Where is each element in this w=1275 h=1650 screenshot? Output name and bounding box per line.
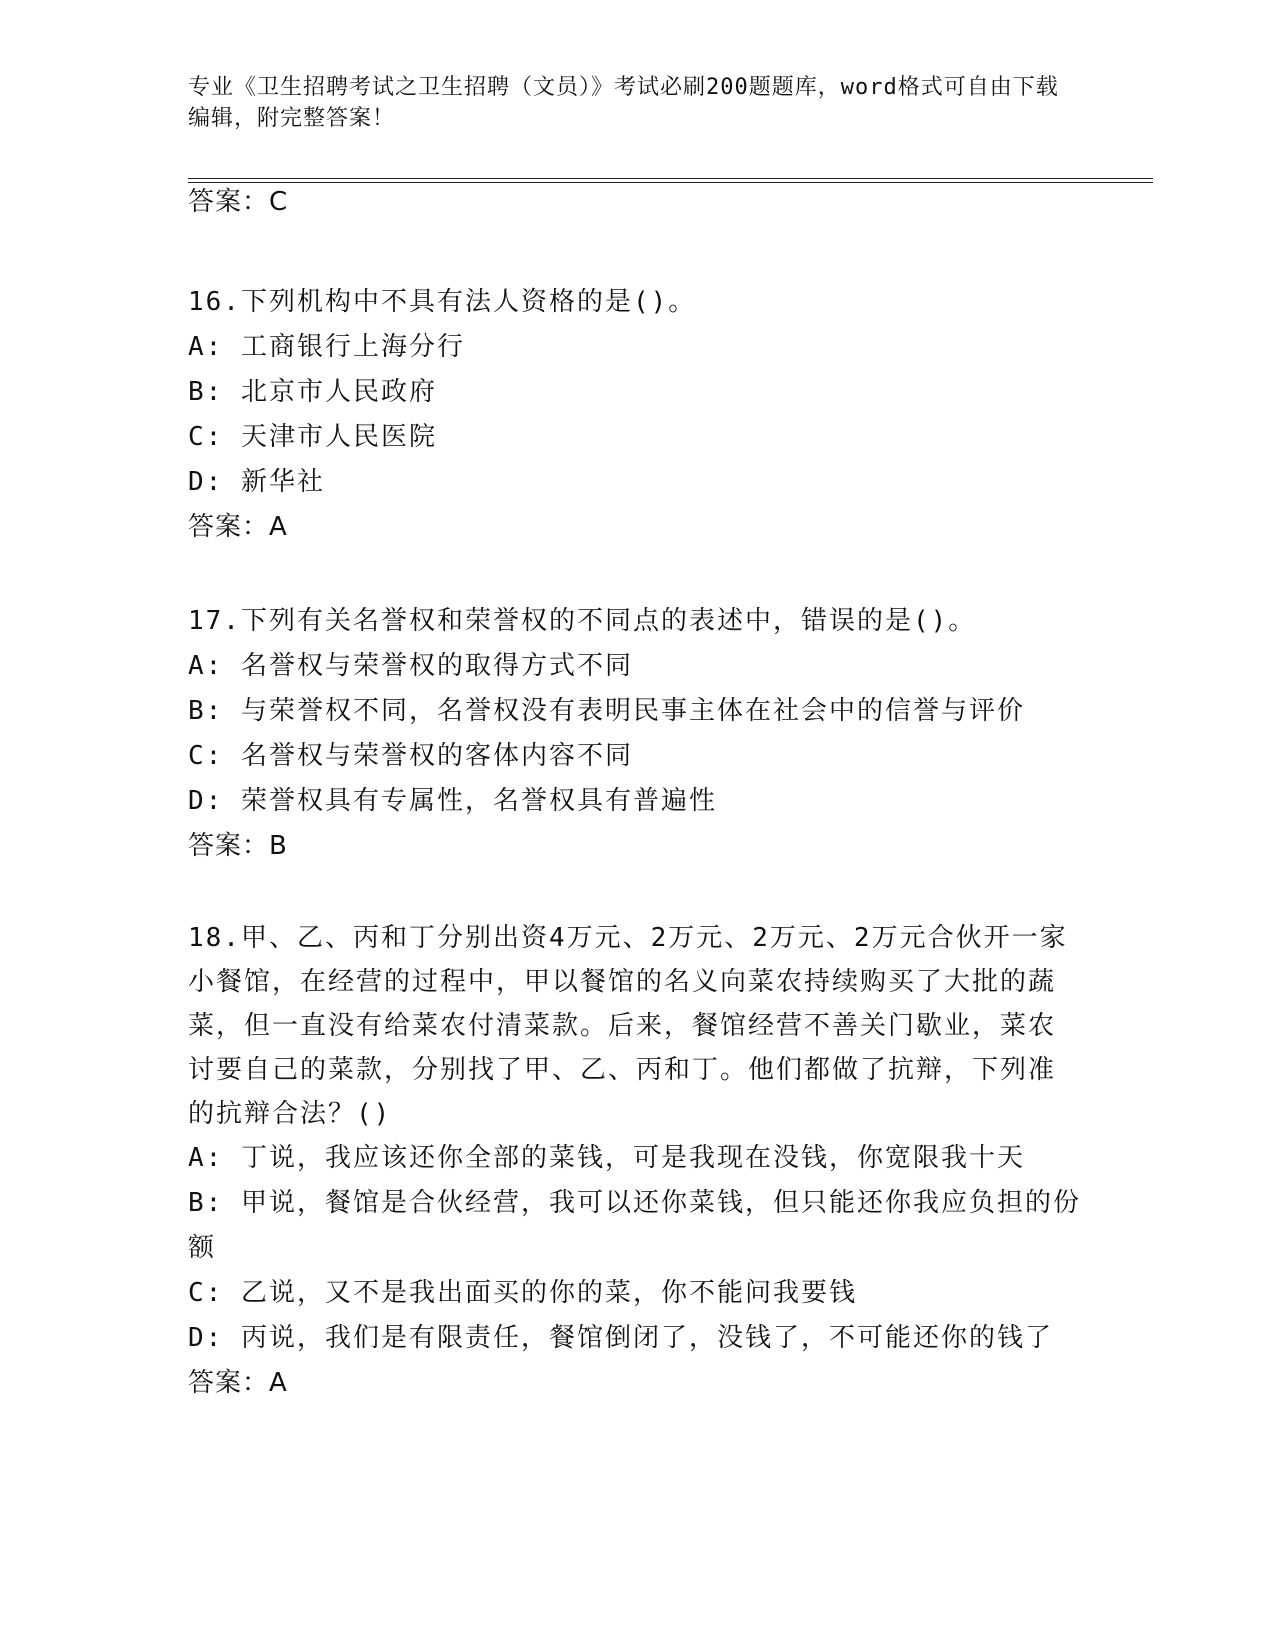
option-d: D: 丙说，我们是有限责任，餐馆倒闭了，没钱了，不可能还你的钱了 — [188, 1323, 1053, 1353]
question-answer: 答案：A — [188, 512, 288, 542]
option-d: D: 荣誉权具有专属性，名誉权具有普遍性 — [188, 786, 717, 816]
option-a: A: 工商银行上海分行 — [188, 332, 465, 362]
option-a: A: 名誉权与荣誉权的取得方式不同 — [188, 651, 633, 681]
option-a: A: 丁说，我应该还你全部的菜钱，可是我现在没钱，你宽限我十天 — [188, 1143, 1025, 1173]
question-stem: 18.甲、乙、丙和丁分别出资4万元、2万元、2万元、2万元合伙开一家小餐馆，在经营的过程中，甲以餐馆的名义向菜农持续购买了大批的蔬菜，但一直没有给菜农付清菜款。后来，餐馆经营不善关门歇业，菜农讨要自己的菜款，分别找了甲、乙、丙和丁。他们都做了抗辩，下列准的抗辩合法？() — [188, 923, 1068, 1129]
question-answer: 答案：A — [188, 1368, 288, 1398]
option-d: D: 新华社 — [188, 467, 325, 497]
header-rule-top — [188, 178, 1153, 179]
option-b: B: 与荣誉权不同，名誉权没有表明民事主体在社会中的信誉与评价 — [188, 696, 1025, 726]
question-17 — [188, 598, 1088, 869]
option-b: B: 甲说，餐馆是合伙经营，我可以还你菜钱，但只能还你我应负担的份额 — [188, 1188, 1081, 1263]
header-rule-bottom — [188, 182, 1153, 183]
option-c: C: 天津市人民医院 — [188, 422, 437, 452]
option-c: C: 乙说，又不是我出面买的你的菜，你不能问我要钱 — [188, 1278, 857, 1308]
option-c: C: 名誉权与荣誉权的客体内容不同 — [188, 741, 633, 771]
question-stem: 16.下列机构中不具有法人资格的是()。 — [188, 287, 697, 317]
question-18 — [188, 916, 1083, 1406]
option-b: B: 北京市人民政府 — [188, 377, 437, 407]
previous-answer: 答案：C — [188, 187, 289, 217]
question-16 — [188, 279, 1088, 550]
page-header-text: 专业《卫生招聘考试之卫生招聘（文员）》考试必刷200题题库，word格式可自由下载编辑，附完整答案！ — [188, 75, 1059, 131]
question-answer: 答案：B — [188, 831, 288, 861]
question-stem: 17.下列有关名誉权和荣誉权的不同点的表述中，错误的是()。 — [188, 606, 977, 636]
